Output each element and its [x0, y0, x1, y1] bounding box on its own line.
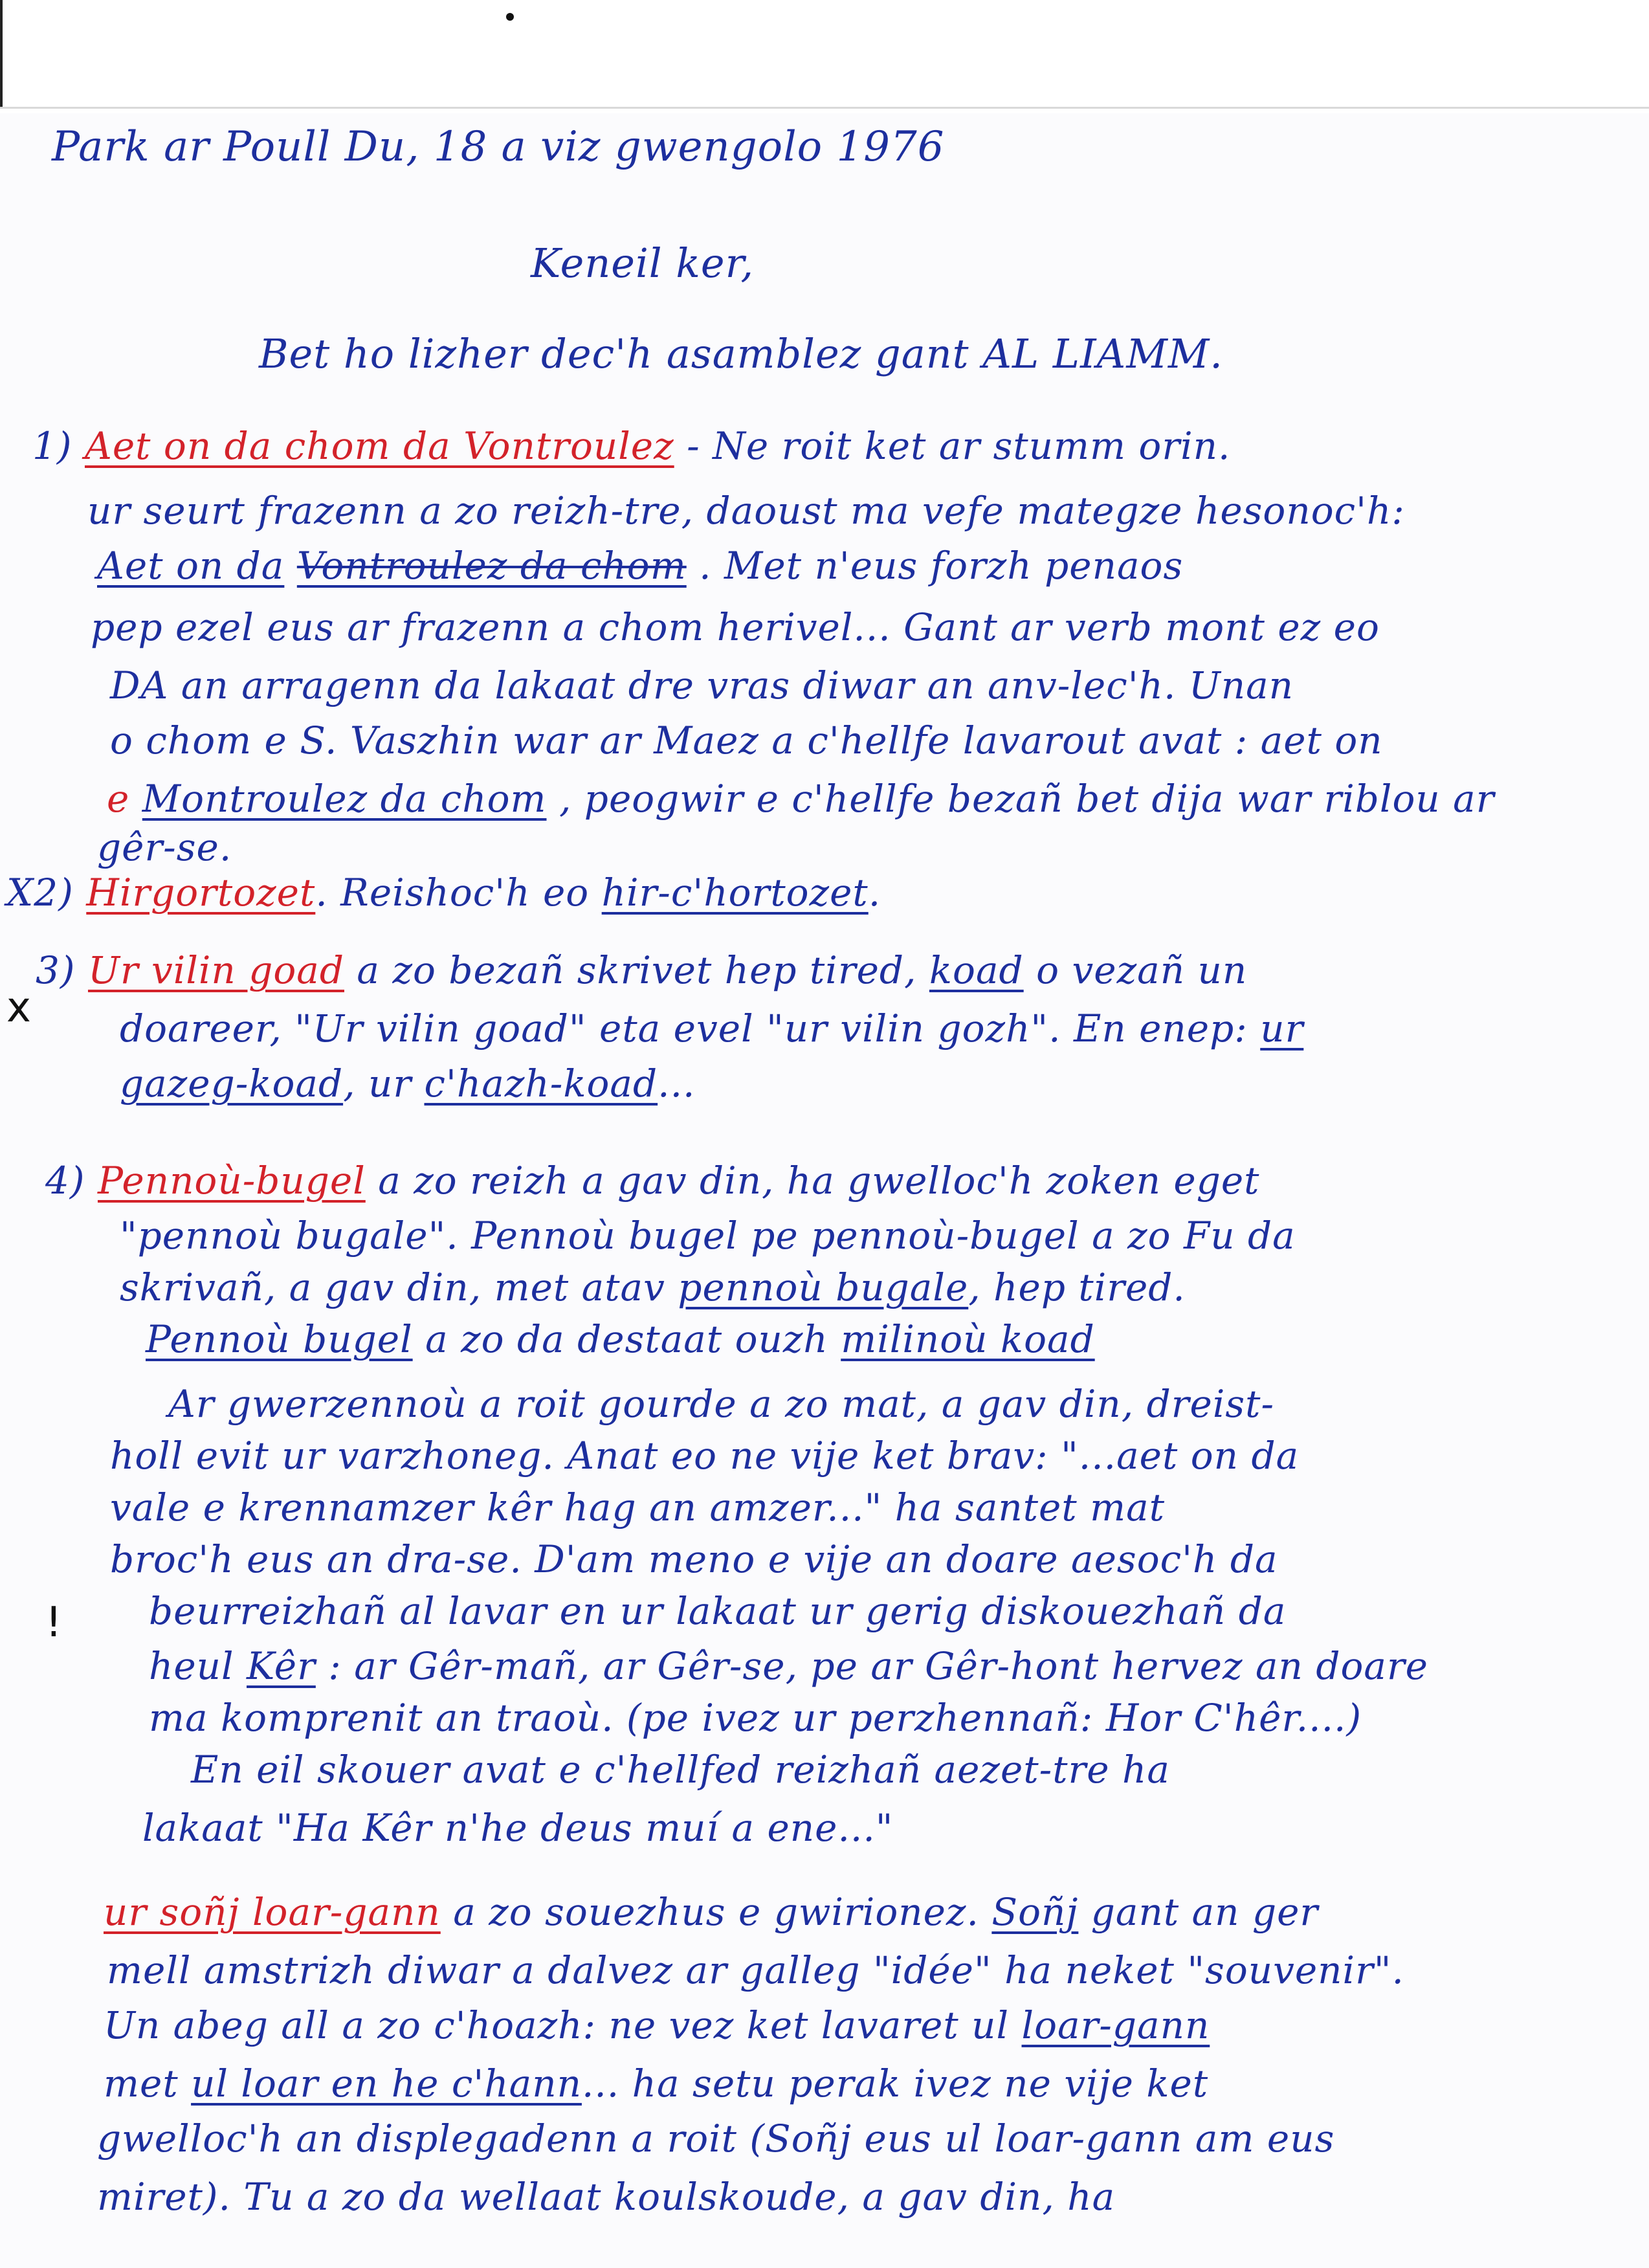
item4-line1: [45, 1159, 1259, 1203]
guerz-line8: En eil skouer avat e c'hellfed reizhañ aezet-tre ha: [191, 1748, 1170, 1792]
item3-line1-rest-c: o vezañ un: [1036, 948, 1248, 992]
item3-line2-a: doareer, "Ur vilin goad" eta evel "ur vilin gozh". En enep:: [120, 1006, 1248, 1051]
item2-line: [6, 871, 881, 915]
sonj-line4-c: ... ha setu perak ivez ne vije ket: [581, 2062, 1209, 2106]
sonj-line2: mell amstrizh diwar a dalvez ar galleg "idée" ha neket "souvenir".: [107, 1948, 1404, 1992]
scan-edge: [0, 0, 3, 107]
guerz-line2: holl evit ur varzhoneg. Anat eo ne vije ket brav: "...aet on da: [110, 1434, 1300, 1478]
item3-line3-a: gazeg-koad: [120, 1062, 344, 1106]
item4-line1-rest: a zo reizh a gav din, ha gwelloc'h zoken eget: [378, 1159, 1260, 1203]
item4-line4-a: Pennoù bugel: [146, 1317, 413, 1361]
item4-title: Pennoù-bugel: [97, 1159, 366, 1203]
sonj-line5: gwelloc'h an displegadenn a roit (Soñj eus ul loar-gann am eus: [97, 2117, 1335, 2161]
item1-line3-b: Vontroulez da chom: [296, 544, 687, 588]
scan-margin: [0, 0, 1649, 113]
item1-number: 1): [32, 424, 72, 468]
item3-line1-rest-b: koad: [929, 948, 1024, 992]
item4-line3-a: skrivañ, a gav din, met atav: [120, 1265, 665, 1309]
guerz-line6-a: heul: [149, 1644, 234, 1688]
item1-line5: DA an arragenn da lakaat dre vras diwar an anv-lec'h. Unan: [110, 663, 1294, 707]
guerz-line1: Ar gwerzennoù a roit gourde a zo mat, a gav din, dreist-: [168, 1382, 1275, 1426]
guerz-line3: vale e krennamzer kêr hag an amzer..." ha santet mat: [110, 1485, 1166, 1529]
item2-margin-mark: X: [6, 871, 34, 915]
item4-line3: [120, 1265, 1186, 1309]
guerz-line7: ma komprenit an traoù. (pe ivez ur perzhennañ: Hor C'hêr....): [149, 1696, 1362, 1740]
guerz-line4: broc'h eus an dra-se. D'am meno e vije an doare aesoc'h da: [110, 1537, 1278, 1581]
item3-line3-c: c'hazh-koad: [424, 1062, 658, 1106]
sonj-line1-rest-b: Soñj: [991, 1890, 1079, 1934]
sonj-line4: [104, 2062, 1208, 2106]
guerz-line9: lakaat "Ha Kêr n'he deus muí a ene...": [142, 1806, 894, 1850]
item4-line3-c: , hep tired.: [968, 1265, 1186, 1309]
item1-line6: o chom e S. Vaszhin war ar Maez a c'hellfe lavarout avat : aet on: [110, 718, 1383, 762]
item3-line1-rest-a: a zo bezañ skrivet hep tired,: [357, 948, 917, 992]
item4-line4-b: a zo da destaat ouzh: [425, 1317, 828, 1361]
sonj-line6: miret). Tu a zo da wellaat koulskoude, a gav din, ha: [97, 2175, 1116, 2219]
item1-line7-c: , peogwir e c'hellfe bezañ bet dija war riblou ar: [559, 777, 1495, 821]
item2-rest-c: .: [868, 871, 881, 915]
guerz-margin-mark: !: [45, 1599, 62, 1647]
item2-title: Hirgortozet: [86, 871, 316, 915]
item1-title: Aet on da chom da Vontroulez: [84, 424, 674, 468]
item3-line2-b: ur: [1260, 1006, 1304, 1051]
item3-number: 3): [36, 948, 76, 992]
sonj-line3-a: Un abeg all a zo c'hoazh: ne vez ket lavaret ul: [104, 2003, 1010, 2047]
item1-line7: [107, 777, 1494, 821]
item1-line7-a: e: [107, 777, 130, 821]
sonj-line4-b: ul loar en he c'hann: [191, 2062, 582, 2106]
item2-number: 2): [34, 871, 74, 915]
ink-dot: [506, 13, 514, 21]
item2-rest-a: . Reishoc'h eo: [315, 871, 590, 915]
salutation: Keneil ker,: [531, 239, 755, 287]
item3-title: Ur vilin goad: [87, 948, 344, 992]
sonj-line3: [104, 2003, 1210, 2047]
sonj-line1-rest-a: a zo souezhus e gwirionez.: [453, 1890, 979, 1934]
item3-line3-b: , ur: [343, 1062, 412, 1106]
item4-number: 4): [45, 1159, 85, 1203]
item3-line3-d: ...: [658, 1062, 696, 1106]
item1-line7-b: Montroulez da chom: [142, 777, 547, 821]
item3-line1: [36, 948, 1247, 992]
item1-line2: ur seurt frazenn a zo reizh-tre, daoust ma vefe mategze hesonoc'h:: [87, 489, 1405, 533]
item3-line2: [120, 1006, 1303, 1051]
item4-line3-b: pennoù bugale: [678, 1265, 969, 1309]
sonj-title: ur soñj loar-gann: [104, 1890, 441, 1934]
item4-line4: [146, 1317, 1095, 1361]
item1-line3-a: Aet on da: [97, 544, 285, 588]
guerz-line6-c: : ar Gêr-mañ, ar Gêr-se, pe ar Gêr-hont hervez an doare: [328, 1644, 1428, 1688]
paper-edge: [0, 107, 1649, 109]
guerz-line5: beurreizhañ al lavar en ur lakaat ur gerig diskouezhañ da: [149, 1589, 1287, 1633]
item4-line4-c: milinoù koad: [841, 1317, 1095, 1361]
guerz-line6-b: Kêr: [247, 1644, 316, 1688]
item1-line3-c: . Met n'eus forzh penaos: [699, 544, 1184, 588]
item1-line1: [32, 424, 1230, 468]
item1-line4: pep ezel eus ar frazenn a chom herivel... Gant ar verb mont ez eo: [91, 605, 1380, 649]
item1-line3: [97, 544, 1183, 588]
place-date: Park ar Poull Du, 18 a viz gwengolo 1976: [52, 123, 945, 171]
item1-line1-rest: - Ne roit ket ar stumm orin.: [687, 424, 1231, 468]
sonj-line4-a: met: [104, 2062, 179, 2106]
item3-margin-mark: x: [6, 984, 31, 1032]
sonj-line3-b: loar-gann: [1021, 2003, 1210, 2047]
guerz-line6: [149, 1644, 1428, 1688]
sonj-line1: [104, 1890, 1318, 1934]
item3-line3: [120, 1062, 695, 1106]
sonj-line1-rest-c: gant an ger: [1090, 1890, 1319, 1934]
intro-line: Bet ho lizher dec'h asamblez gant AL LIAMM.: [259, 330, 1224, 377]
item4-line2: "pennoù bugale". Pennoù bugel pe pennoù-bugel a zo Fu da: [120, 1214, 1296, 1258]
item1-line8: gêr-se.: [97, 825, 232, 869]
item2-rest-b: hir-c'hortozet: [601, 871, 869, 915]
